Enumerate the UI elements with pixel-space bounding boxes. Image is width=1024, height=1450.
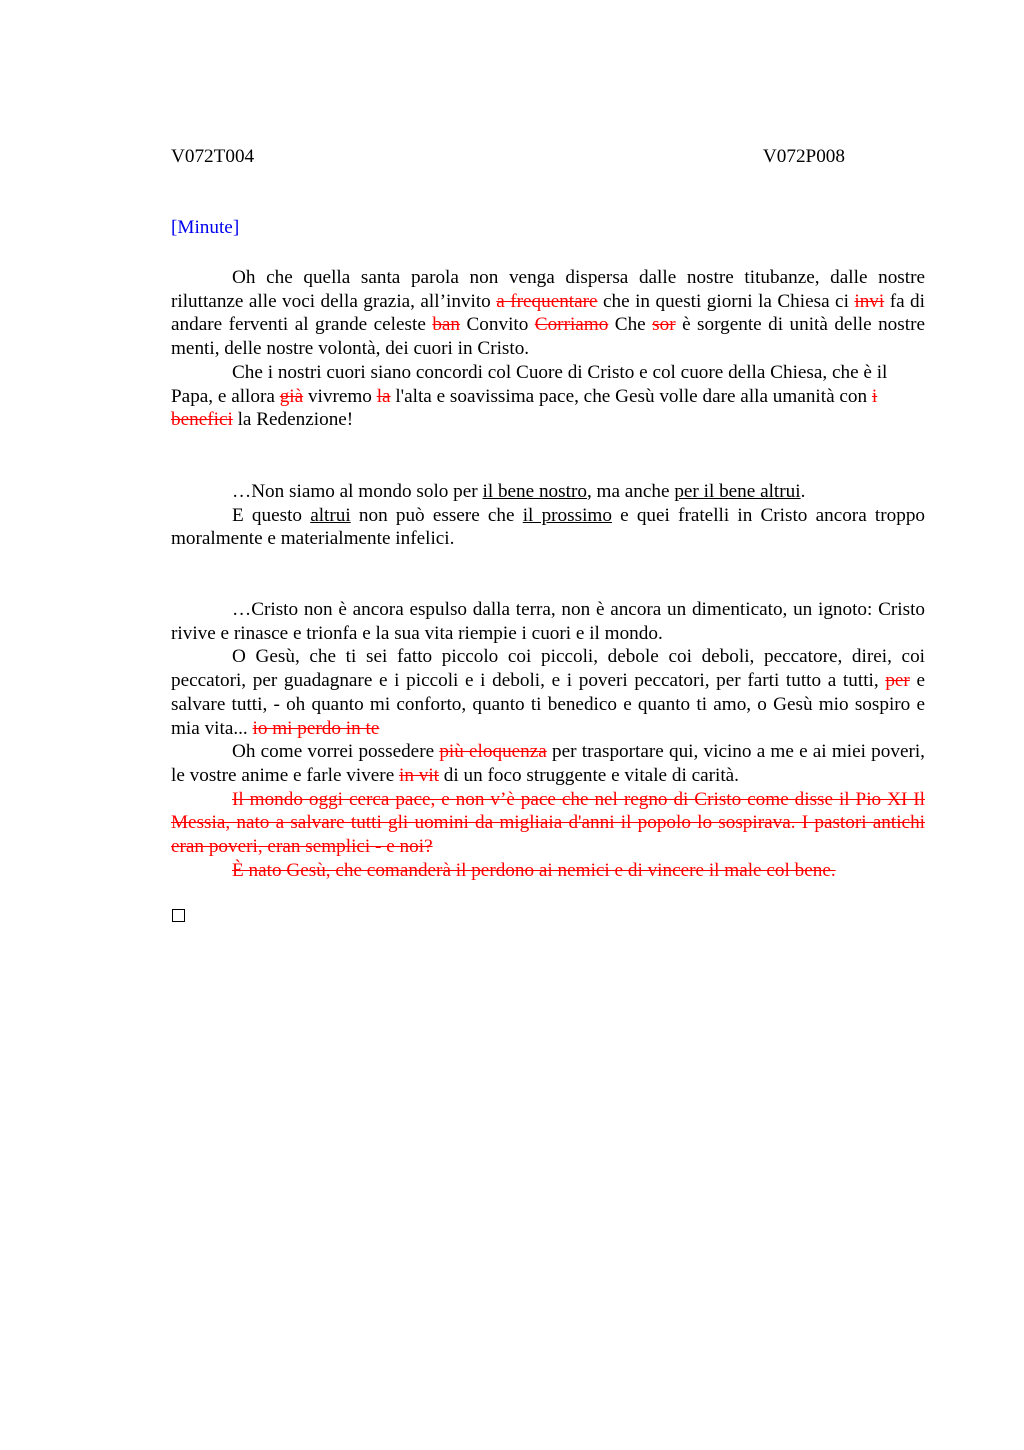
text-run: l'alta e soavissima pace, che Gesù volle dare alla umanità con: [390, 385, 872, 407]
text-run: …Cristo non è ancora espulso dalla terra, non è ancora un dimenticato, un ignoto: Cristo rivive e rinasce e trionfa e la sua vita riempie i cuori e il mondo.: [171, 599, 925, 644]
text-run: …Non siamo al mondo solo per: [232, 481, 483, 502]
text-run: di un foco struggente e vitale di carità.: [439, 764, 739, 786]
deleted-text: Il mondo oggi cerca pace, e non v’è pace che nel regno di Cristo come disse il Pio XI Il Messia, nato a salvare tutti gli uomini da migliaia d'anni il popolo lo sospirava. I pastori antichi eran poveri, eran semplici - e noi?: [171, 788, 925, 858]
text-run: Oh come vorrei possedere: [232, 741, 440, 763]
deleted-text: già: [279, 385, 304, 407]
deleted-paragraph: [171, 859, 925, 883]
deleted-text: in vit: [399, 764, 439, 786]
deleted-text: più eloquenza: [439, 741, 547, 763]
deleted-text: Corriamo: [534, 314, 609, 336]
text-run: è sorgente di unità delle nostre menti, delle nostre volontà, dei cuori in Cristo.: [171, 314, 925, 360]
text-block-3: [171, 598, 925, 882]
deleted-text: sor: [652, 314, 676, 336]
text-run: per trasportare qui, vicino a me e ai miei poveri, le vostre anime e farle vivere: [171, 741, 925, 786]
end-box-mark: [172, 909, 185, 922]
paragraph: [171, 598, 925, 645]
text-run: Che i nostri cuori siano concordi col Cuore di Cristo e col cuore della Chiesa, che è il Papa, e allora: [171, 361, 888, 407]
text-run: la Redenzione!: [232, 409, 354, 431]
deleted-text: a frequentare: [496, 290, 598, 312]
deleted-text: È nato Gesù, che comanderà il perdono ai nemici e di vincere il male col bene.: [232, 859, 836, 881]
page-header: [171, 146, 845, 172]
text-block-1: [171, 266, 925, 432]
text-run: O Gesù, che ti sei fatto piccolo coi piccoli, debole coi deboli, peccatore, direi, coi peccatori, per guadagnare e i piccoli e i deboli, e i poveri peccatori, per farti tutto a tutti,: [171, 646, 925, 692]
text-run: Oh che quella santa parola non venga dispersa dalle nostre titubanze, dalle nostre riluttanze alle voci della grazia, all’invito: [171, 267, 925, 312]
text-run: e quei fratelli in Cristo ancora troppo moralmente e materialmente infelici.: [171, 504, 926, 550]
document-code: V072T004: [171, 146, 255, 167]
underlined-text: il prossimo: [522, 504, 612, 526]
text-run: , ma anche: [586, 481, 675, 502]
text-run: .: [800, 481, 806, 502]
text-run: vivremo: [303, 385, 377, 407]
paragraph: [171, 480, 925, 504]
paragraph: [171, 504, 925, 551]
section-label: [Minute]: [171, 217, 240, 238]
paragraph: [171, 645, 925, 740]
text-run: che in questi giorni la Chiesa ci: [597, 290, 855, 312]
deleted-text: invi: [854, 290, 885, 312]
underlined-text: altrui: [310, 504, 351, 526]
deleted-text: per: [885, 670, 910, 692]
deleted-text: i benefici: [171, 385, 878, 431]
deleted-text: ban: [432, 314, 461, 336]
text-block-2: [171, 480, 925, 551]
paragraph: [171, 740, 925, 787]
text-run: E questo: [232, 504, 311, 526]
paragraph: [171, 361, 925, 432]
underlined-text: per il bene altrui: [674, 481, 801, 502]
page-code: V072P008: [762, 146, 845, 167]
deleted-text: la: [376, 385, 391, 407]
deleted-paragraph: [171, 788, 925, 859]
underlined-text: il bene nostro: [482, 481, 587, 502]
text-run: fa di andare ferventi al grande celeste: [171, 290, 925, 336]
text-run: non può essere che: [350, 504, 523, 526]
text-run: e salvare tutti, - oh quanto mi conforto, quanto ti benedico e quanto ti amo, o Gesù mio sospiro e mia vita...: [171, 670, 925, 739]
text-run: Convito: [460, 314, 535, 336]
paragraph: [171, 266, 925, 361]
text-run: Che: [608, 314, 653, 336]
deleted-text: io mi perdo in te: [252, 717, 380, 739]
